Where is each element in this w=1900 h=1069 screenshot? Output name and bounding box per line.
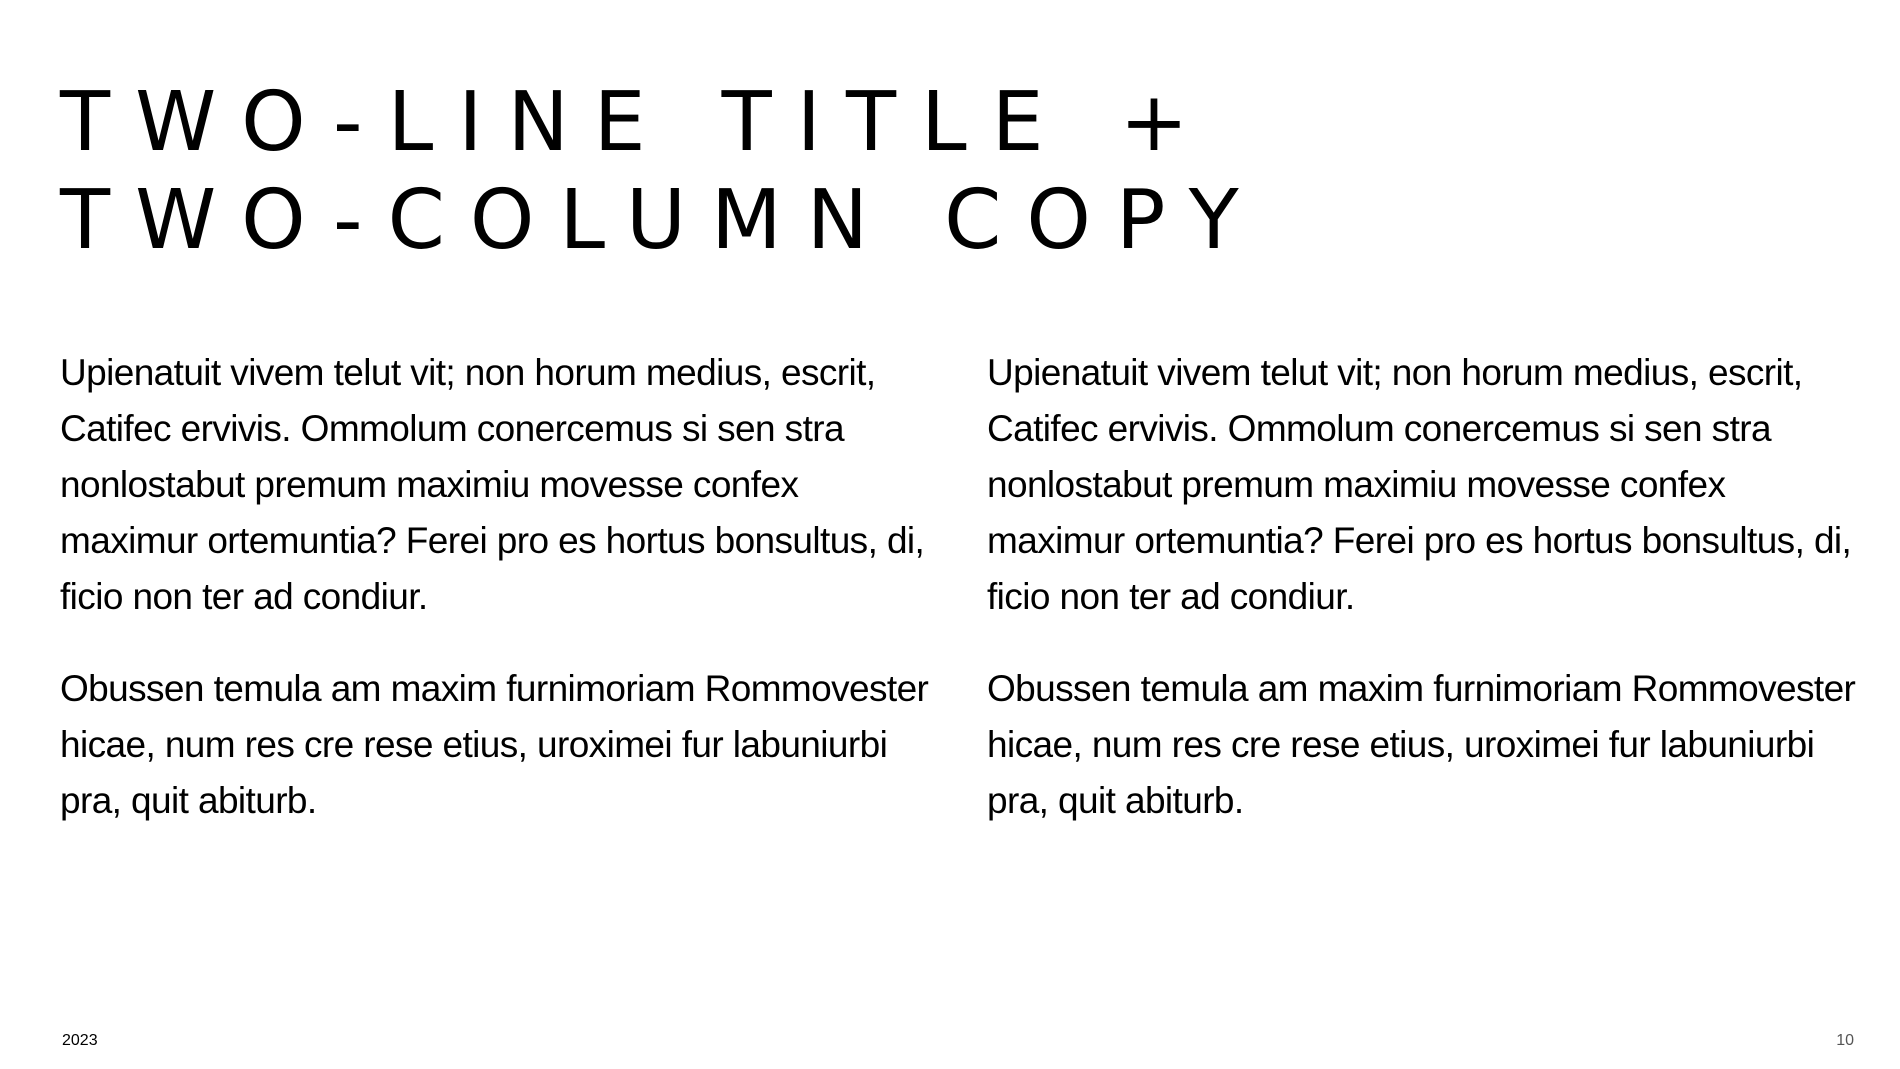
right-column-paragraph-2: Obussen temula am maxim furnimoriam Rommovester hicae, num res cre rese etius, uroximei fur labuniurbi pra, quit abiturb. (987, 668, 1856, 821)
right-text-column (987, 345, 1867, 865)
slide-title (60, 74, 1264, 270)
footer-year: 2023 (62, 1032, 98, 1049)
left-column-paragraph-1: Upienatuit vivem telut vit; non horum medius, escrit, Catifec ervivis. Ommolum conercemus si sen stra nonlostabut premum maximiu movesse confex maximur ortemuntia? Ferei pro es hortus bonsultus, di, ficio non ter ad condiur. (60, 352, 925, 617)
page-number: 10 (1836, 1032, 1854, 1049)
slide-title-line-2: TWO-COLUMN COPY (60, 173, 1264, 268)
left-text-column (60, 345, 940, 865)
right-column-paragraph-1: Upienatuit vivem telut vit; non horum medius, escrit, Catifec ervivis. Ommolum conercemus si sen stra nonlostabut premum maximiu movesse confex maximur ortemuntia? Ferei pro es hortus bonsultus, di, ficio non ter ad condiur. (987, 352, 1852, 617)
left-column-paragraph-2: Obussen temula am maxim furnimoriam Rommovester hicae, num res cre rese etius, uroximei fur labuniurbi pra, quit abiturb. (60, 668, 929, 821)
slide-title-line-1: TWO-LINE TITLE + (60, 75, 1214, 170)
